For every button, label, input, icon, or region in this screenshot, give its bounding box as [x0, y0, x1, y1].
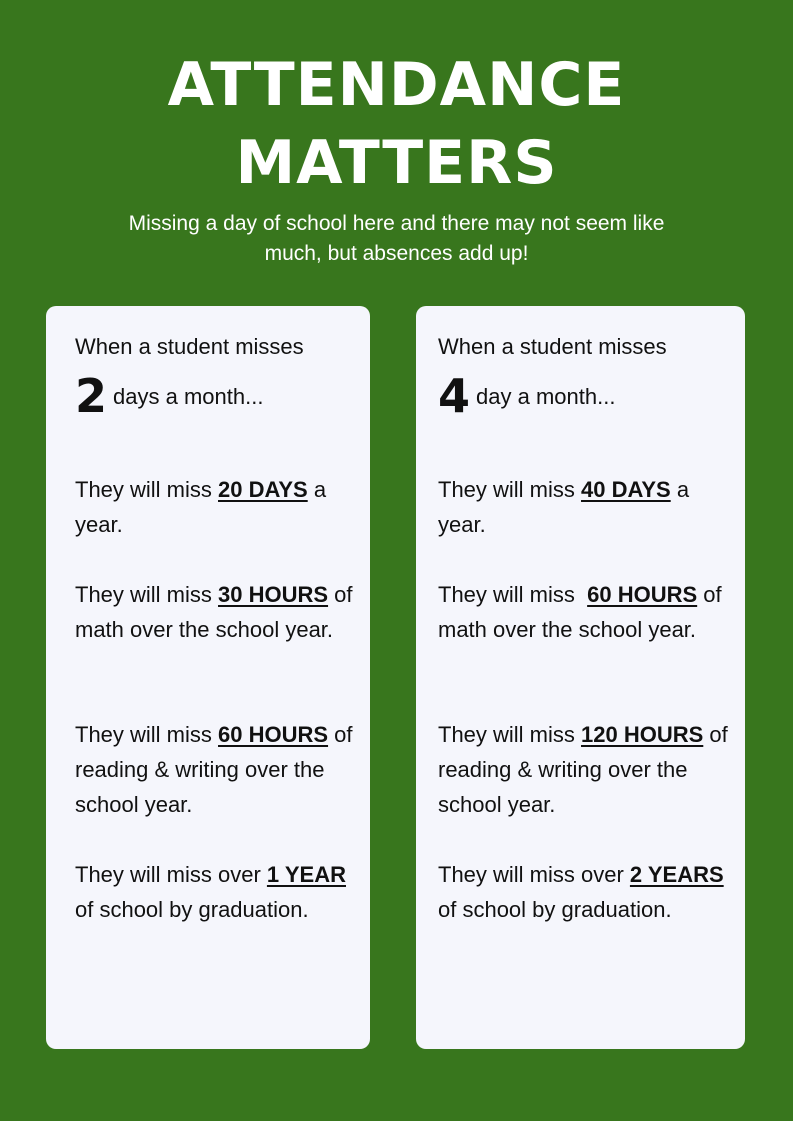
fact-text: of math over the school year. — [75, 582, 353, 642]
fact-text: of school by graduation. — [75, 897, 309, 922]
fact-reading-hours — [438, 717, 735, 822]
fact-math-hours — [438, 577, 735, 647]
fact-highlight: 40 DAYS — [581, 477, 671, 502]
fact-math-hours — [75, 577, 360, 647]
fact-text: They will miss — [75, 477, 219, 502]
fact-highlight: 60 HOURS — [218, 722, 329, 747]
card-intro: When a student misses — [438, 334, 667, 359]
fact-highlight: 1 YEAR — [266, 862, 346, 887]
fact-text: They will miss over — [75, 862, 267, 887]
fact-text: They will miss over — [438, 862, 630, 887]
fact-text: They will miss — [438, 582, 588, 607]
fact-highlight: 2 YEARS — [629, 862, 724, 887]
fact-highlight: 60 HOURS — [587, 582, 698, 607]
fact-graduation — [75, 857, 360, 927]
fact-text: of math over the school year. — [438, 582, 722, 642]
fact-text: of school by graduation. — [438, 897, 672, 922]
card-two-days — [46, 306, 370, 1049]
fact-highlight: 20 DAYS — [218, 477, 308, 502]
card-four-days — [416, 306, 745, 1049]
fact-text: of reading & writing over the school year. — [75, 722, 353, 817]
frequency-text: days a month... — [113, 383, 264, 409]
frequency-text: day a month... — [476, 383, 616, 409]
page-title-line-2: MATTERS — [235, 128, 558, 198]
card-intro: When a student misses — [75, 334, 304, 359]
fact-text: They will miss — [438, 477, 582, 502]
fact-days — [438, 472, 735, 542]
fact-reading-hours — [75, 717, 360, 822]
days-number: 2 — [75, 369, 108, 423]
fact-text: a year. — [75, 477, 327, 537]
fact-text: They will miss — [75, 722, 219, 747]
fact-highlight: 30 HOURS — [218, 582, 329, 607]
card-frequency — [438, 366, 615, 426]
fact-graduation — [438, 857, 735, 927]
days-number: 4 — [438, 369, 471, 423]
card-frequency — [75, 366, 263, 426]
fact-days — [75, 472, 360, 542]
fact-text: They will miss — [438, 722, 582, 747]
fact-highlight: 120 HOURS — [581, 722, 704, 747]
page-subtitle: Missing a day of school here and there may not seem like much, but absences add up! — [128, 212, 665, 265]
fact-text: of reading & writing over the school year. — [438, 722, 728, 817]
page-title-line-1: ATTENDANCE — [167, 50, 626, 120]
fact-text: They will miss — [75, 582, 219, 607]
fact-text: a year. — [438, 477, 690, 537]
